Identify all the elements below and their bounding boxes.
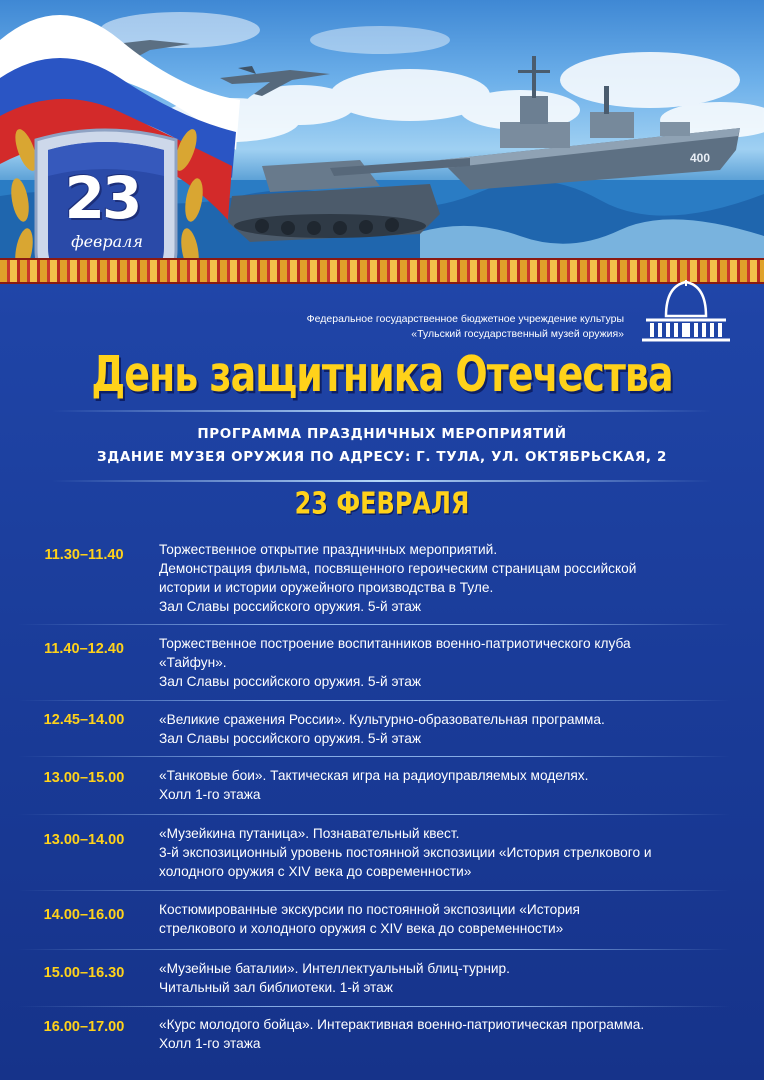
row-divider [18,756,730,757]
event-line: Зал Славы российского оружия. 5-й этаж [159,731,422,746]
event-description [159,959,739,997]
event-time: 16.00–17.00 [43,1019,125,1035]
event-line: «Великие сражения России». Культурно-образовательная программа. [159,712,605,727]
event-line: Демонстрация фильма, посвященного героическим страницам российской [159,561,637,576]
event-time: 13.00–15.00 [43,770,125,786]
row-divider [18,1006,730,1007]
main-title: День защитника Отечества [91,346,673,403]
event-line: Торжественное открытие праздничных мероприятий. [159,542,498,557]
badge-day-number: 23 [64,164,140,232]
event-time: 11.40–12.40 [44,641,124,657]
event-time: 13.00–14.00 [43,832,125,848]
event-line: истории и истории оружейного производства в Туле. [159,580,494,595]
event-line: Холл 1-го этажа [159,1036,261,1051]
event-line: стрелкового и холодного оружия с XIV века до современности» [159,921,564,936]
row-divider [18,700,730,701]
badge-month: февраля [71,232,143,251]
institution-line-2: «Тульский государственный музей оружия» [411,328,624,340]
event-line: «Танковые бои». Тактическая игра на радиоуправляемых моделях. [159,768,589,783]
subtitle-divider [52,480,712,482]
program-address: ЗДАНИЕ МУЗЕЯ ОРУЖИЯ ПО АДРЕСУ: Г. ТУЛА, УЛ. ОКТЯБРЬСКАЯ, 2 [97,449,667,465]
header-banner [0,0,764,272]
event-line: Костюмированные экскурсии по постоянной экспозиции «История [159,902,580,917]
event-description [159,710,739,748]
institution-line-1: Федеральное государственное бюджетное учреждение культуры [306,313,624,325]
row-divider [18,624,730,625]
ship-number: 400 [690,151,711,165]
event-time: 14.00–16.00 [43,907,125,923]
event-time: 11.30–11.40 [44,547,124,563]
event-line: «Тайфун». [159,655,227,670]
row-divider [18,890,730,891]
event-description [159,766,739,804]
event-line: 3-й экспозиционный уровень постоянной экспозиции «История стрелкового и [159,845,652,860]
date-heading: 23 ФЕВРАЛЯ [294,486,470,521]
event-line: Читальный зал библиотеки. 1-й этаж [159,980,393,995]
row-divider [18,949,730,950]
row-divider [18,814,730,815]
event-line: холодного оружия с XIV века до современности» [159,864,472,879]
title-divider [52,410,712,412]
event-description [159,634,739,691]
event-line: Холл 1-го этажа [159,787,261,802]
event-description [159,1015,739,1053]
museum-logo-icon [636,280,736,344]
event-description [159,900,739,938]
event-description [159,540,739,616]
institution-name [307,312,624,342]
program-heading: ПРОГРАММА ПРАЗДНИЧНЫХ МЕРОПРИЯТИЙ [197,426,567,442]
event-description [159,824,739,881]
event-line: Зал Славы российского оружия. 5-й этаж [159,599,422,614]
event-time: 15.00–16.30 [43,965,125,981]
event-line: «Музейные баталии». Интеллектуальный блиц-турнир. [159,961,510,976]
event-line: Торжественное построение воспитанников военно-патриотического клуба [159,636,631,651]
event-line: «Курс молодого бойца». Интерактивная военно-патриотическая программа. [159,1017,645,1032]
event-line: «Музейкина путаница». Познавательный квест. [159,826,460,841]
event-line: Зал Славы российского оружия. 5-й этаж [159,674,422,689]
event-time: 12.45–14.00 [43,712,125,728]
